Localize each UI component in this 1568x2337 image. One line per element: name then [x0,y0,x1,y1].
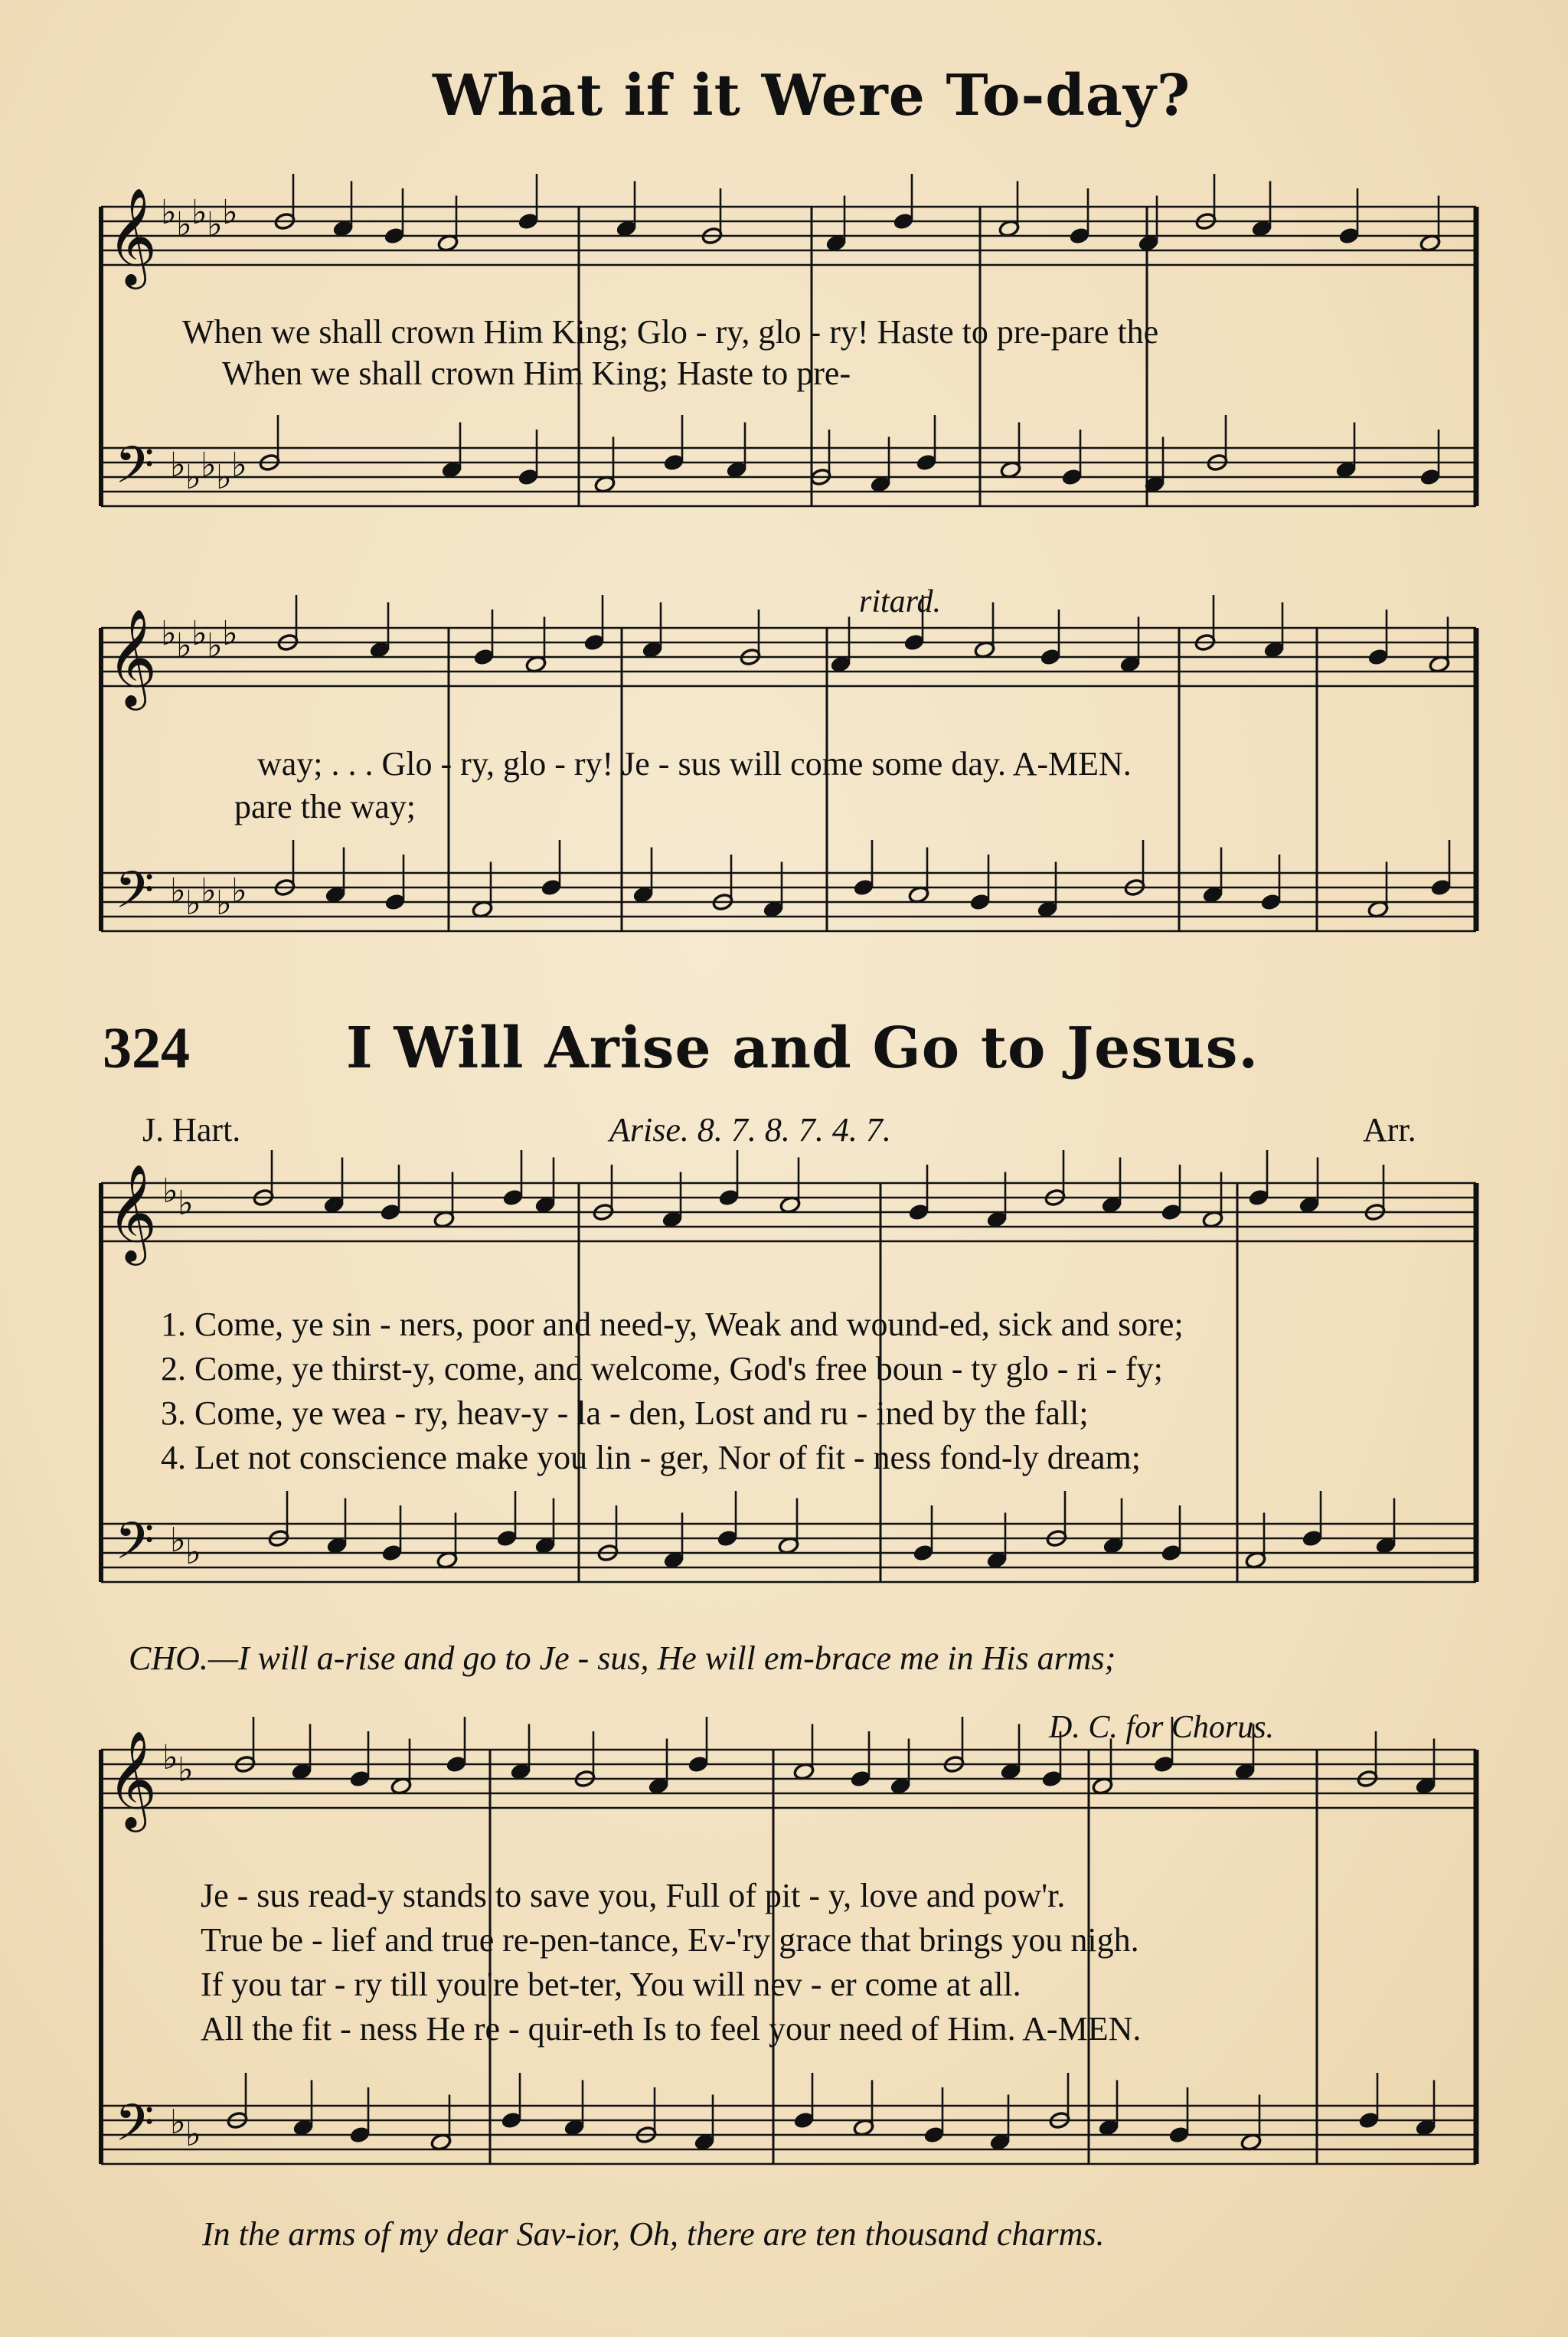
flat-icon: ♭ [231,446,247,485]
bass-clef-icon: 𝄢 [115,1512,155,1583]
flat-icon: ♭ [161,193,177,232]
verse-line-4a: 4. Let not conscience make you lin - ger, Nor of fit - ness fond-ly dream; [161,1439,1141,1476]
dc-mark: D. C. for Chorus. [1049,1710,1275,1745]
flat-icon: ♭ [178,1184,194,1223]
flat-icon: ♭ [162,1172,178,1211]
flat-icon: ♭ [162,1738,178,1777]
treble-clef-icon: 𝄞 [107,608,158,706]
verse-line-2b: True be - lief and true re-pen-tance, Ev-'ry grace that brings you nigh. [201,1921,1139,1959]
flat-icon: ♭ [216,458,232,497]
flat-icon: ♭ [178,1750,194,1790]
flat-icon: ♭ [185,1533,201,1572]
tempo-mark-ritard: ritard. [859,584,941,619]
verse-line-2a: 2. Come, ye thirst-y, come, and welcome, God's free boun - ty glo - ri - fy; [161,1350,1163,1387]
verse-line-4b: All the fit - ness He re - quir-eth Is to feel your need of Him. A-MEN. [201,2010,1142,2048]
flat-icon: ♭ [170,446,186,485]
flat-icon: ♭ [176,626,192,665]
flat-icon: ♭ [191,614,207,653]
hymn-number: 324 [103,1016,190,1080]
hymn-a-line2-bass-lyrics: pare the way; [234,788,416,825]
verse-line-1b: Je - sus read-y stands to save you, Full of pit - y, love and pow'r. [201,1877,1066,1914]
flat-icon: ♭ [231,871,247,910]
verse-line-1a: 1. Come, ye sin - ners, poor and need-y, Weak and wound-ed, sick and sore; [161,1306,1184,1343]
flat-icon: ♭ [161,614,177,653]
chorus-line: CHO.—I will a-rise and go to Je - sus, He will em-brace me in His arms; [129,1639,1116,1677]
treble-clef-icon: 𝄞 [107,187,158,285]
chorus-end-line: In the arms of my dear Sav-ior, Oh, there are ten thousand charms. [202,2215,1105,2253]
hymn-arranger: Arr. [1363,1111,1416,1149]
hymn-a-line2-soprano-lyrics: way; . . . Glo - ry, glo - ry! Je - sus will come some day. A-MEN. [257,745,1132,783]
flat-icon: ♭ [201,871,217,910]
flat-icon: ♭ [207,626,223,665]
hymn-b-title: I Will Arise and Go to Jesus. [346,1015,1259,1081]
flat-icon: ♭ [191,193,207,232]
verse-line-3b: If you tar - ry till you're bet-ter, You will nev - er come at all. [201,1966,1021,2003]
hymn-a-line1-soprano-lyrics: When we shall crown Him King; Glo - ry, glo - ry! Haste to pre-pare the [182,313,1159,351]
flat-icon: ♭ [201,446,217,485]
verse-line-3a: 3. Come, ye wea - ry, heav-y - la - den, Lost and ru - ined by the fall; [161,1394,1089,1432]
flat-icon: ♭ [207,205,223,244]
flat-icon: ♭ [185,884,201,923]
flat-icon: ♭ [176,205,192,244]
treble-clef-icon: 𝄞 [107,1730,158,1828]
hymn-author: J. Hart. [142,1111,241,1149]
treble-clef-icon: 𝄞 [107,1163,158,1261]
flat-icon: ♭ [170,871,186,910]
hymn-tune-meter: Arise. 8. 7. 8. 7. 4. 7. [609,1111,891,1149]
flat-icon: ♭ [222,193,238,232]
flat-icon: ♭ [185,2115,201,2154]
flat-icon: ♭ [170,2103,186,2142]
flat-icon: ♭ [222,614,238,653]
bass-clef-icon: 𝄢 [115,436,155,507]
flat-icon: ♭ [216,884,232,923]
flat-icon: ♭ [170,1521,186,1560]
hymn-a-line1-bass-lyrics: When we shall crown Him King; Haste to pre- [222,355,851,392]
hymn-a-title: What if it Were To-day? [433,63,1191,129]
flat-icon: ♭ [185,458,201,497]
bass-clef-icon: 𝄢 [115,2093,155,2165]
bass-clef-icon: 𝄢 [115,861,155,932]
